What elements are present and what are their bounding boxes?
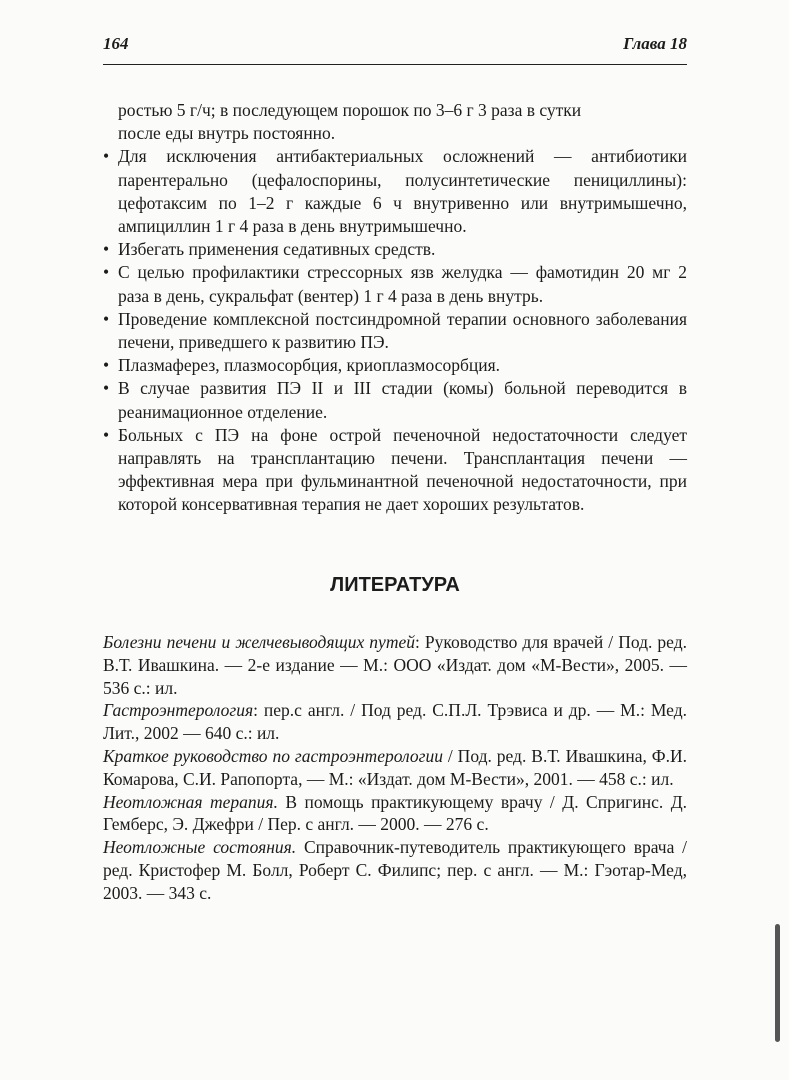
- reference-title: Болезни печени и желчевыводящих путей: [103, 632, 415, 652]
- main-text: [103, 99, 687, 517]
- list-item: [103, 354, 687, 377]
- list-item-text: Больных с ПЭ на фоне острой печеночной недостаточности следует направлять на трансплантацию печени. Трансплантация печени — эффективная мера при фульминантной печеночной недостаточности, при которой консервативная терапия не дает хороших результатов.: [118, 424, 687, 515]
- reference-details: В помощь практикующему врачу / Д. Спригинс. Д. Гемберс, Э. Джефри / Пер. с англ. — 2000. — 276 с.: [103, 791, 688, 835]
- continuation-line-1: ростью 5 г/ч; в последующем порошок по 3–6 г 3 раза в сутки: [118, 100, 582, 120]
- chapter-title: Глава 18: [623, 34, 687, 53]
- scrollbar-thumb[interactable]: [775, 924, 780, 1042]
- list-item-text: Избегать применения седативных средств.: [118, 239, 436, 260]
- list-item: [103, 424, 687, 517]
- bullet-icon: •: [103, 308, 110, 329]
- references-heading: ЛИТЕРАТУРА: [330, 574, 460, 596]
- list-item-text: Для исключения антибактериальных осложнений — антибиотики парентерально (цефалоспорины, полусинтетические пенициллины): цефотаксим по 1–2 г каждые 6 ч внутривенно или внутримышечно, ампициллин 1 г 4 раза в день внутримышечно.: [118, 146, 687, 237]
- reference-title: Неотложные состояния.: [103, 837, 297, 858]
- list-item-text: С целью профилактики стрессорных язв желудка — фамотидин 20 мг 2 раза в день, сукральфат (вентер) 1 г 4 раза в день внутрь.: [118, 262, 687, 306]
- list-item: [103, 261, 687, 307]
- treatment-list: [103, 145, 687, 516]
- reference-title: Неотложная терапия.: [103, 791, 278, 812]
- continuation-text: [118, 99, 687, 145]
- reference-entry: [103, 631, 687, 699]
- list-item-text: В случае развития ПЭ II и III стадии (комы) больной переводится в реанимационное отделение.: [118, 378, 687, 422]
- reference-entry: [103, 699, 687, 745]
- list-item: [103, 238, 687, 261]
- reference-details: : пер.с англ. / Под ред. С.П.Л. Трэвиса и др. — М.: Мед. Лит., 2002 — 640 с.: ил.: [103, 700, 687, 744]
- bullet-icon: •: [103, 239, 110, 260]
- list-item: [103, 308, 687, 354]
- list-item-text: Плазмаферез, плазмосорбция, криоплазмосорбция.: [118, 355, 501, 376]
- bullet-icon: •: [103, 378, 110, 399]
- reference-details: / Под. ред. В.Т. Ивашкина, Ф.И. Комарова, С.И. Рапопорта, — М.: «Издат. дом М-Вести», 2001. — 458 с.: ил.: [103, 745, 687, 789]
- list-item-text: Проведение комплексной постсиндромной терапии основного заболевания печени, приведшего к развитию ПЭ.: [118, 308, 687, 353]
- reference-entry: [103, 836, 687, 904]
- reference-title: Гастроэнтерология: [103, 700, 254, 721]
- reference-details: Справочник-путеводитель практикующего врача /ред. Кристофер М. Болл, Роберт С. Филипс; пер. с англ. — М.: Гэотар-Мед, 2003. — 343 с.: [103, 837, 687, 903]
- reference-entry: [103, 791, 687, 837]
- header-rule: [103, 64, 687, 65]
- reference-title: Краткое руководство по гастроэнтерологии: [103, 745, 443, 766]
- bullet-icon: •: [103, 262, 110, 283]
- bullet-icon: •: [103, 424, 110, 445]
- reference-entry: [103, 745, 687, 791]
- reference-details: : Руководство для врачей / Под. ред. В.Т. Ивашкина. — 2-е издание — М.: ООО «Издат. дом «М-Вести», 2005. — 536 с.: ил.: [103, 632, 687, 698]
- bullet-icon: •: [103, 355, 110, 376]
- list-item: [103, 145, 687, 238]
- list-item: [103, 377, 687, 423]
- continuation-line-2: после еды внутрь постоянно.: [118, 123, 336, 144]
- bullet-icon: •: [103, 146, 110, 167]
- references-list: [103, 631, 687, 905]
- page-number: 164: [103, 34, 129, 53]
